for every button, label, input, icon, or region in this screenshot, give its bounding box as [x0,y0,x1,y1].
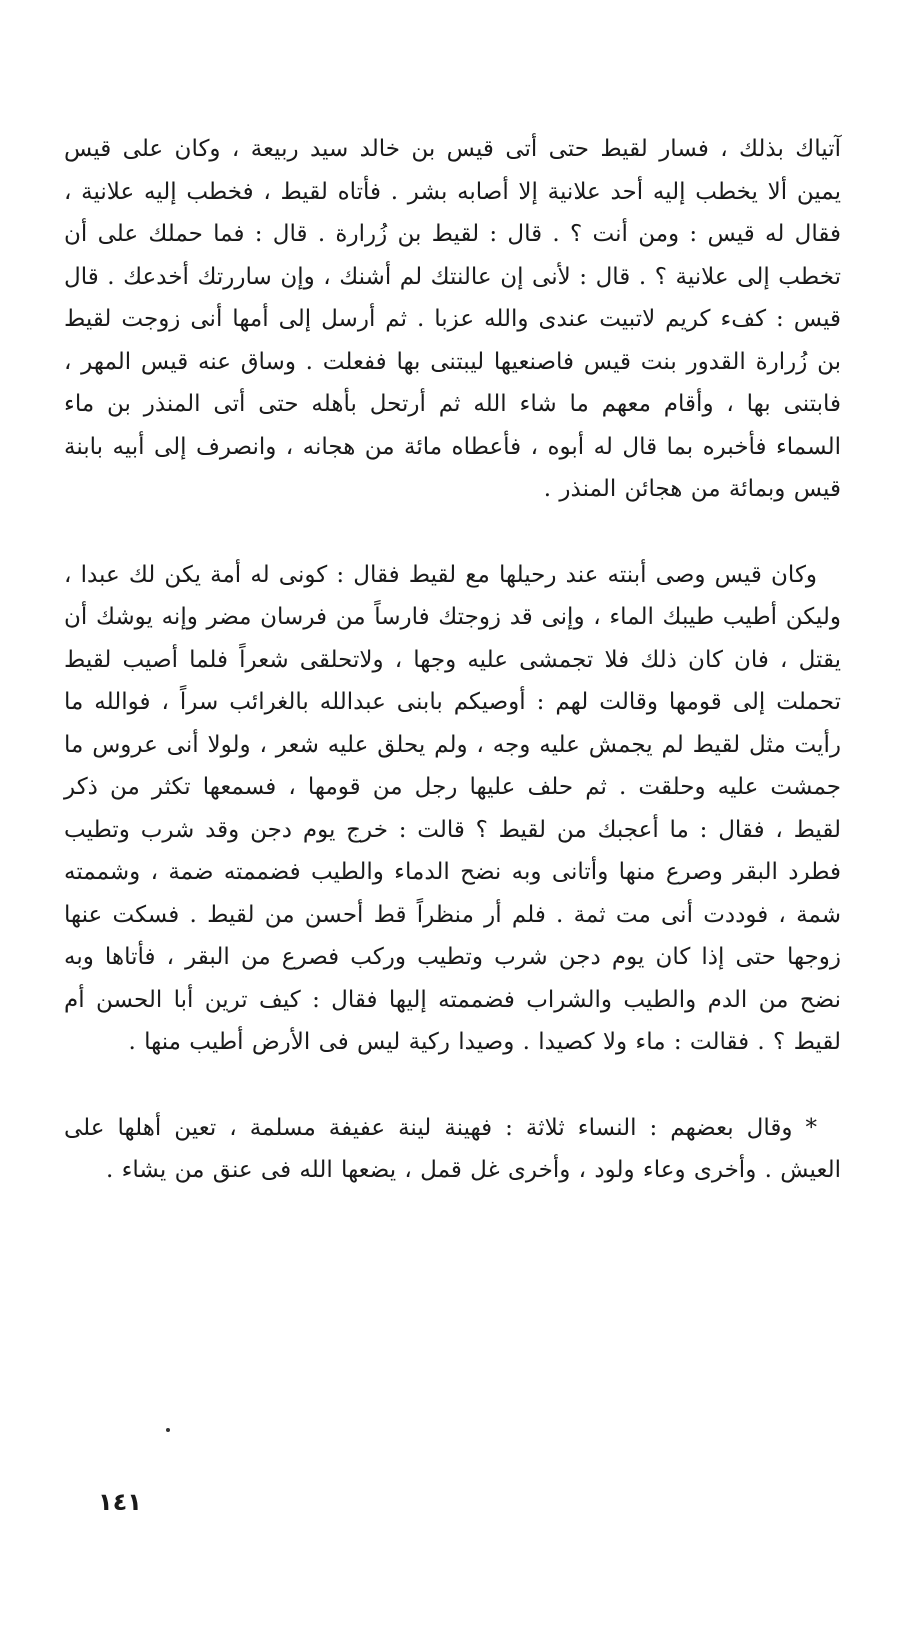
page-number: ١٤١ [98,1488,142,1516]
page-body [64,128,841,1192]
paragraph-3: * وقال بعضهم : النساء ثلاثة : فهينة لينة عفيفة مسلمة ، تعين أهلها على العيش . وأخرى وعاء ولود ، وأخرى غل قمل ، يضعها الله فى عنق من يشاء . [64,1114,841,1183]
paragraph-2: وكان قيس وصى أبنته عند رحيلها مع لقيط فقال : كونى له أمة يكن لك عبدا ، وليكن أطيب طيبك الماء ، وإنى قد زوجتك فارساً من فرسان مضر وإنه يوشك أن يقتل ، فان كان ذلك فلا تجمشى عليه وجها ، ولاتحلقى شعراً فلما أصيب لقيط تحملت إلى قومها وقالت لهم : أوصيكم بابنى عبدالله بالغرائب سراً ، فوالله ما رأيت مثل لقيط لم يجمش عليه وجه ، ولم يحلق عليه شعر ، ولولا أنى عروس ما جمشت عليه وحلقت . ثم حلف عليها رجل من قومها ، فسمعها تكثر من ذكر لقيط ، فقال : ما أعجبك من لقيط ؟ قالت : خرج يوم دجن وقد شرب وتطيب فطرد البقر وصرع منها وأتانى وبه نضح الدماء والطيب فضممته ضمة ، وشممته شمة ، فوددت أنى مت ثمة . فلم أر منظراً قط أحسن من لقيط . فسكت عنها زوجها حتى إذا كان يوم دجن شرب وتطيب وركب فصرع من البقر ، فأتاها وبه نضح من الدم والطيب والشراب فضممته إليها فقال : كيف ترين أبا الحسن أم لقيط ؟ . فقالت : ماء ولا كصيدا . وصيدا ركية ليس فى الأرض أطيب منها . [64,561,841,1055]
stray-dot [166,1428,170,1432]
paragraph-1: آتياك بذلك ، فسار لقيط حتى أتى قيس بن خالد سيد ربيعة ، وكان على قيس يمين ألا يخطب إليه أحد علانية إلا أصابه بشر . فأتاه لقيط ، فخطب إليه علانية ، فقال له قيس : ومن أنت ؟ . قال : لقيط بن زُرارة . قال : فما حملك على أن تخطب إلى علانية ؟ . قال : لأنى إن عالنتك لم أشنك ، وإن ساررتك أخدعك . قال قيس : كفء كريم لاتبيت عندى والله عزبا . ثم أرسل إلى أمها أنى زوجت لقيط بن زُرارة القدور بنت قيس فاصنعيها ليبتنى بها ففعلت . وساق عنه قيس المهر ، فابتنى بها ، وأقام معهم ما شاء الله ثم أرتحل بأهله حتى أتى المنذر بن ماء السماء فأخبره بما قال له أبوه ، فأعطاه مائة من هجانه ، وانصرف إلى أبيه بابنة قيس وبمائة من هجائن المنذر . [64,136,841,502]
